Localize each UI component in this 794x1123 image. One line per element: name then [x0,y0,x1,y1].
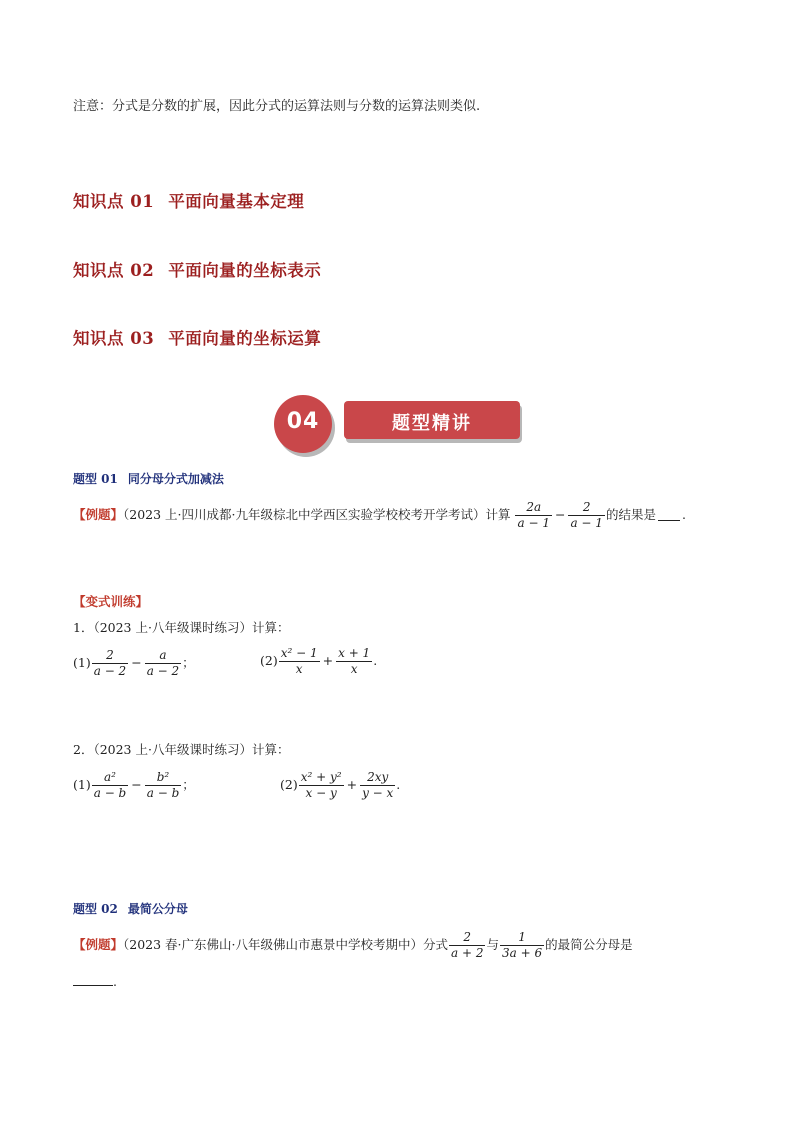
knowledge-point-03 [73,325,321,349]
fraction: $\frac{a}{a - 2}$ [146,648,180,678]
fraction: $\frac{2}{a - 2}$ [93,648,127,678]
question-1-intro: 1．（2023 上·八年级课时练习）计算： [73,620,290,635]
type01-heading: 题型 01 同分母分式加减法 [73,472,224,486]
fraction: $\frac{\text{x² − 1}}{x}$ [280,646,318,676]
fraction: $\frac{\text{a²}}{a - b}$ [93,770,127,800]
fraction: $\frac{x + 1}{x}$ [338,646,371,676]
fraction: $\frac{2a}{a - 1}$ [517,500,550,530]
type02-answer-line: . [73,974,117,989]
question-1-parts: (1) $\frac{2}{a - 2}$ − $\frac{a}{a - 2}$ ； [73,648,195,678]
type02-heading: 题型 02 最简公分母 [73,902,188,916]
fraction: $\frac{2}{a + 2}$ [451,930,484,960]
fraction: $\frac{\text{b²}}{a - b}$ [146,770,180,800]
banner-label-bar: 题型精讲 [344,401,520,439]
fraction: $\frac{2}{a - 1}$ [570,500,603,530]
fraction: $\frac{2xy}{y - x}$ [362,770,394,800]
type01-example: 【例题】（2023 上·四川成都·九年级棕北中学西区实验学校校考开学考试）计算 $\frac{2a}{a - 1}$ − $\frac{2}{a - 1}$ 的结果是 . [73,500,686,530]
example-tag: 【例题】 [73,507,124,522]
kp-title: 平面向量基本定理 [168,192,305,211]
variant-training-tag: 【变式训练】 [73,594,149,609]
kp-label: 知识点 03 [73,329,155,348]
banner-number-badge: 04 [274,395,332,453]
kp-title: 平面向量的坐标运算 [168,329,322,348]
example-source: （2023 上·四川成都·九年级棕北中学西区实验学校校考开学考试）计算 [123,507,511,522]
answer-blank [658,508,680,521]
question-1-part-2: (2) $\frac{\text{x² − 1}}{x}$ + $\frac{x + 1}{x}$ . [260,646,378,676]
example-source: （2023 春·广东佛山·八年级佛山市惠景中学校考期中）分式 [123,937,448,952]
knowledge-point-01 [73,188,304,212]
example-tag: 【例题】 [73,937,124,952]
section-banner [274,395,524,455]
fraction: $\frac{1}{3a + 6}$ [502,930,543,960]
answer-blank [73,975,113,986]
note-text: 注意：分式是分数的扩展，因此分式的运算法则与分数的运算法则类似. [73,99,481,114]
type02-example: 【例题】（2023 春·广东佛山·八年级佛山市惠景中学校考期中）分式 $\frac{2}{a + 2}$ 与 $\frac{1}{3a + 6}$ 的最简公分母是 [73,930,633,960]
question-2-part-2: (2) $\frac{\text{x² + y²}}{x - y}$ + $\frac{2xy}{y - x}$ . [280,770,401,800]
kp-label: 知识点 02 [73,261,155,280]
fraction: $\frac{\text{x² + y²}}{x - y}$ [300,770,342,800]
question-2-parts: (1) $\frac{\text{a²}}{a - b}$ − $\frac{\text{b²}}{a - b}$ ； [73,770,195,800]
knowledge-point-02 [73,257,321,281]
kp-label: 知识点 01 [73,192,155,211]
kp-title: 平面向量的坐标表示 [168,261,322,280]
question-2-intro: 2．（2023 上·八年级课时练习）计算： [73,742,290,757]
